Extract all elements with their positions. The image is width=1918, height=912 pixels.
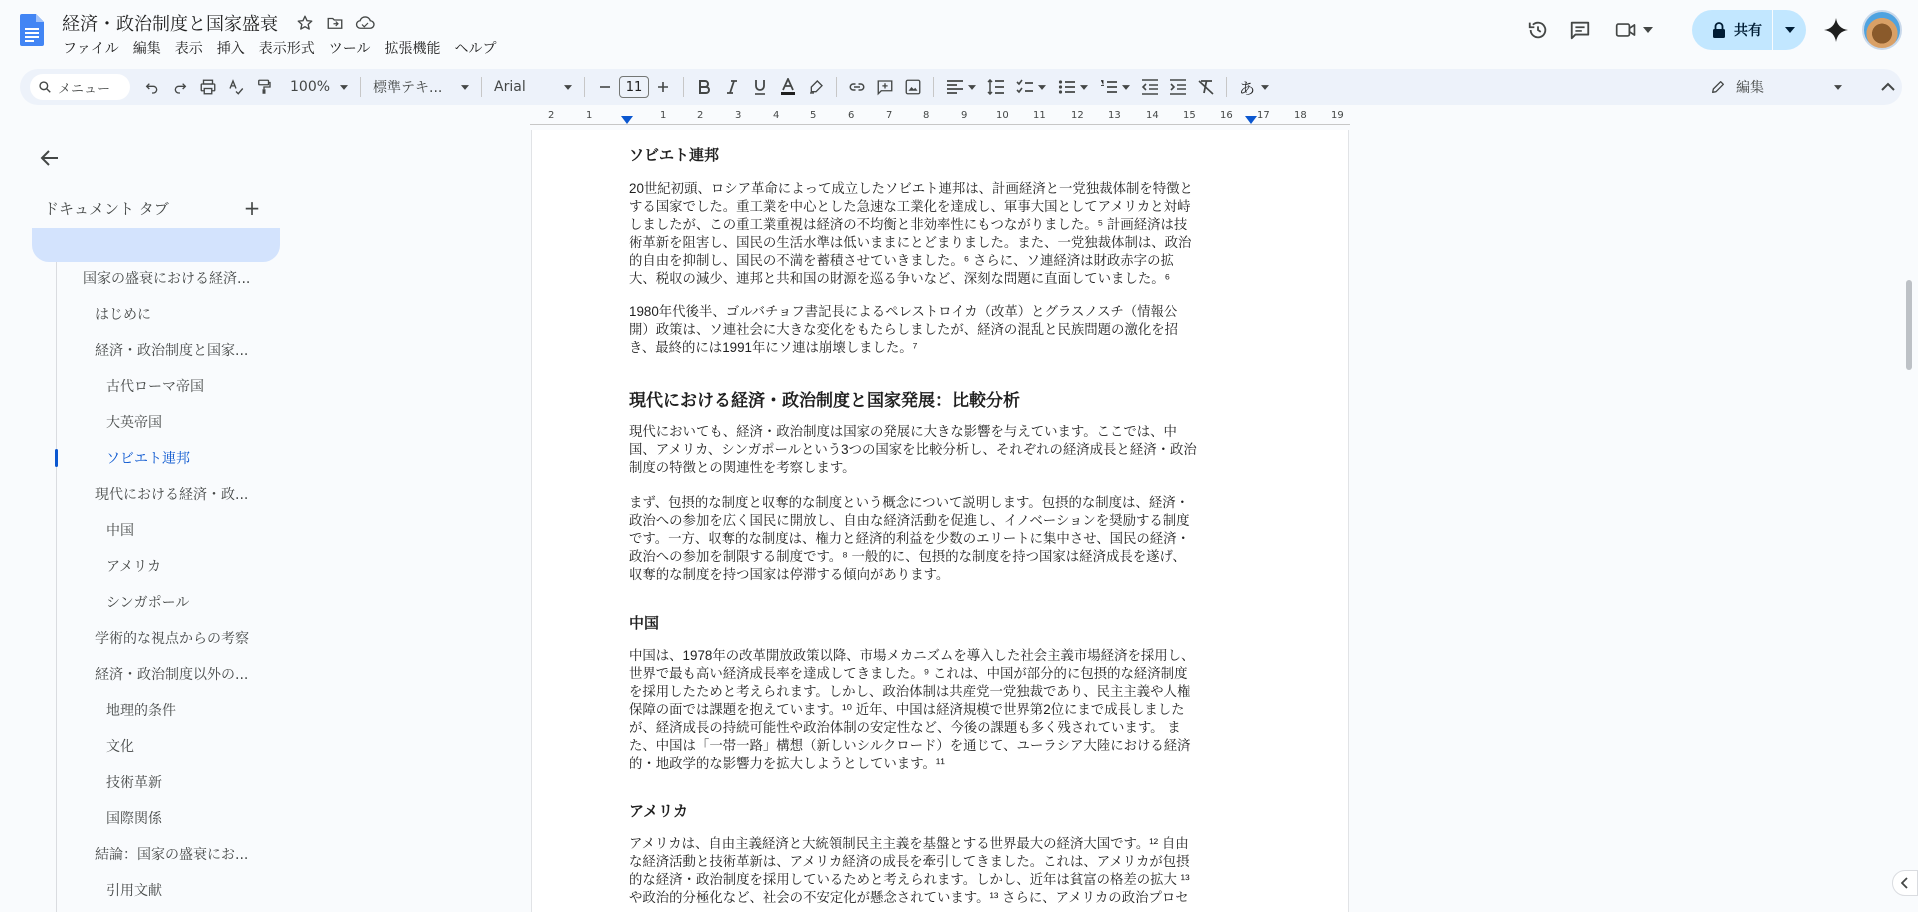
ruler-tick: 18 xyxy=(1294,110,1307,121)
text-line: です。一方、収奪的な制度は、権力と経済的利益を少数のエリートに集中させ、国民の経済・ xyxy=(629,531,1190,546)
toolbar-divider xyxy=(360,77,361,97)
outline-item[interactable]: 古代ローマ帝国 xyxy=(106,379,204,395)
menu-insert[interactable]: 挿入 xyxy=(216,41,245,57)
decrease-indent-icon[interactable] xyxy=(1136,73,1164,101)
paragraph-america[interactable] xyxy=(629,835,1249,907)
ruler-tick: 10 xyxy=(996,110,1009,121)
menu-edit[interactable]: 編集 xyxy=(132,41,161,57)
add-comment-icon[interactable] xyxy=(871,73,899,101)
decrease-font-size-icon[interactable] xyxy=(591,73,619,101)
outline-item[interactable]: 国際関係 xyxy=(106,811,162,827)
comments-icon[interactable] xyxy=(1560,10,1600,50)
heading-modern[interactable]: 現代における経済・政治制度と国家発展：比較分析 xyxy=(629,391,1020,410)
menu-bar xyxy=(56,36,503,60)
font-size-input[interactable]: 11 xyxy=(619,76,649,98)
document-outline xyxy=(56,262,276,912)
ruler-tick: 8 xyxy=(923,110,930,121)
bulleted-list-icon xyxy=(1058,79,1076,95)
chevron-down-icon xyxy=(1785,27,1795,33)
document-title[interactable]: 経済・政治制度と国家盛衰 xyxy=(62,14,278,35)
chevron-left-icon xyxy=(1901,877,1909,889)
heading-soviet[interactable]: ソビエト連邦 xyxy=(629,147,720,164)
paint-format-icon[interactable] xyxy=(250,73,278,101)
outline-item[interactable]: 地理的条件 xyxy=(106,703,176,719)
cloud-saved-icon[interactable] xyxy=(354,12,376,34)
text-line: 政治への参加を制限する制度です。⁸ 一般的に、包摂的な制度を持つ国家は経済成長を遂げ、 xyxy=(629,549,1186,564)
lock-icon xyxy=(1712,22,1726,38)
document-tabs-sidebar xyxy=(0,130,290,912)
undo-icon[interactable] xyxy=(138,73,166,101)
chevron-down-icon xyxy=(1834,85,1842,90)
ruler-tick: 11 xyxy=(1033,110,1046,121)
ruler-tick: 2 xyxy=(697,110,704,121)
ruler-tick: 17 xyxy=(1257,110,1270,121)
paragraph-modern-2[interactable] xyxy=(629,494,1249,584)
ruler-tick: 5 xyxy=(810,110,817,121)
meet-button[interactable] xyxy=(1604,10,1664,50)
menu-view[interactable]: 表示 xyxy=(174,41,203,57)
toolbar-divider xyxy=(584,77,585,97)
text-line: や政治的分極化など、社会の不安定化が懸念されています。¹³ さらに、アメリカの政治プロセ xyxy=(629,890,1189,905)
share-dropdown-button[interactable] xyxy=(1773,10,1806,50)
add-tab-icon[interactable]: + xyxy=(243,196,261,220)
text-line: 制度の特徴との関連性を考察します。 xyxy=(629,460,856,475)
outline-item[interactable]: 現代における経済・政... xyxy=(95,487,249,503)
input-tools-value: あ xyxy=(1239,78,1256,98)
ruler-tick: 15 xyxy=(1183,110,1196,121)
ruler-tick: 14 xyxy=(1146,110,1159,121)
text-line: な経済活動と技術革新は、アメリカ経済の成長を牽引してきました。これは、アメリカが包摂 xyxy=(629,854,1190,869)
ruler-tick: 3 xyxy=(735,110,742,121)
outline-item[interactable]: 文化 xyxy=(106,739,134,755)
text-line: しましたが、この重工業重視は経済の不均衡と非効率性にもつながりました。⁵ 計画経済は技 xyxy=(629,217,1188,232)
menu-search-placeholder: メニュー xyxy=(58,81,111,97)
title-icons xyxy=(294,12,376,34)
editing-mode-value: 編集 xyxy=(1736,80,1764,96)
outline-item[interactable]: 結論：国家の盛衰にお... xyxy=(95,847,249,863)
text-line: を採用したためと考えられます。しかし、政治体制は共産党一党独裁であり、民主主義や人権 xyxy=(629,684,1191,699)
heading-china[interactable]: 中国 xyxy=(629,615,660,632)
text-line: 中国は、1978年の改革開放政策以降、市場メカニズムを導入した社会主義市場経済を採用し、 xyxy=(629,648,1195,663)
text-line: 収奪的な制度を持つ国家は停滞する傾向があります。 xyxy=(629,567,950,582)
zoom-value: 100% xyxy=(290,79,331,95)
zoom-select[interactable] xyxy=(284,73,354,101)
ruler-tick: 6 xyxy=(848,110,855,121)
ruler-tick: 1 xyxy=(586,110,593,121)
text-line: 世界で最も高い経済成長率を達成してきました。⁹ これは、中国が部分的に包摂的な経済制度 xyxy=(629,666,1188,681)
paragraph-soviet-2[interactable] xyxy=(629,303,1249,357)
header-actions xyxy=(1518,10,1664,50)
text-line: 現代においても、経済・政治制度は国家の発展に大きな影響を与えています。ここでは、中 xyxy=(629,424,1177,439)
ruler-tick: 19 xyxy=(1331,110,1344,121)
toolbar-divider xyxy=(481,77,482,97)
menu-tools[interactable]: ツール xyxy=(328,41,371,57)
editing-mode-select[interactable] xyxy=(1710,69,1842,105)
left-indent-marker[interactable] xyxy=(621,116,633,124)
share-button[interactable] xyxy=(1692,10,1772,50)
text-line: 20世紀初頭、ロシア革命によって成立したソビエト連邦は、計画経済と一党独裁体制を特徴と xyxy=(629,181,1193,196)
text-line: た、中国は「一帯一路」構想（新しいシルクロード）を通じて、ユーラシア大陸における経済 xyxy=(629,738,1191,753)
text-line: する国家でした。重工業を中心とした急速な工業化を達成し、軍事大国としてアメリカと対峙 xyxy=(629,199,1191,214)
document-page[interactable] xyxy=(531,130,1349,912)
align-left-icon xyxy=(946,79,964,95)
toolbar-divider xyxy=(1226,77,1227,97)
text-color-icon[interactable] xyxy=(774,73,802,101)
ruler-tick: 9 xyxy=(961,110,968,121)
outline-item[interactable]: 学術的な視点からの考察 xyxy=(95,631,249,647)
text-line: 開）政策は、ソ連社会に大きな変化をもたらしましたが、経済の混乱と民族問題の激化を招 xyxy=(629,322,1179,337)
underline-icon[interactable] xyxy=(746,73,774,101)
outline-item[interactable]: 国家の盛衰における経済... xyxy=(83,271,251,287)
outline-item[interactable]: 経済・政治制度以外の... xyxy=(95,667,249,683)
chevron-down-icon xyxy=(968,85,976,90)
paragraph-modern-1[interactable] xyxy=(629,423,1249,477)
chevron-down-icon xyxy=(1080,85,1088,90)
insert-image-icon[interactable] xyxy=(899,73,927,101)
text-line: アメリカは、自由主義経済と大統領制民主主義を基盤とする世界最大の経済大国です。¹² 自由 xyxy=(629,836,1189,851)
increase-indent-icon[interactable] xyxy=(1164,73,1192,101)
bold-icon[interactable] xyxy=(690,73,718,101)
ruler-tick: 13 xyxy=(1108,110,1121,121)
paragraph-china[interactable] xyxy=(629,647,1249,773)
menu-format[interactable]: 表示形式 xyxy=(258,41,315,57)
header xyxy=(0,0,1918,64)
outline-item[interactable]: 経済・政治制度と国家... xyxy=(95,343,249,359)
insert-link-icon[interactable] xyxy=(843,73,871,101)
heading-america[interactable]: アメリカ xyxy=(629,803,688,820)
text-line: 政治への参加を広く国民に開放し、自由な経済活動を促進し、イノベーションを奨励する制度 xyxy=(629,513,1190,528)
menu-help[interactable]: ヘルプ xyxy=(454,41,497,57)
menu-search[interactable] xyxy=(30,74,130,100)
chevron-down-icon xyxy=(1261,85,1269,90)
font-family-select[interactable] xyxy=(488,73,578,101)
chevron-down-icon xyxy=(1643,27,1653,33)
menu-file[interactable]: ファイル xyxy=(63,41,119,57)
ruler-tick: 1 xyxy=(660,110,667,121)
text-line: 1980年代後半、ゴルバチョフ書記長によるペレストロイカ（改革）とグラスノスチ（情報公 xyxy=(629,304,1178,319)
docs-logo-icon[interactable] xyxy=(20,14,44,46)
ruler-tick: 7 xyxy=(886,110,893,121)
menu-extensions[interactable]: 拡張機能 xyxy=(384,41,441,57)
chevron-down-icon xyxy=(461,85,469,90)
text-line: 保障の面では課題を抱えています。¹⁰ 近年、中国は経済規模で世界第2位にまで成長しました xyxy=(629,702,1185,717)
numbered-list-select[interactable] xyxy=(1094,73,1136,101)
align-select[interactable] xyxy=(940,73,982,101)
clear-formatting-icon[interactable] xyxy=(1192,73,1220,101)
print-icon[interactable] xyxy=(194,73,222,101)
bulleted-list-select[interactable] xyxy=(1052,73,1094,101)
text-line: が、経済成長の持続可能性や政治体制の安定性など、今後の課題も多く残されています。 ま xyxy=(629,720,1181,735)
text-line: 国、アメリカ、シンガポールという3つの国家を比較分析し、それぞれの経済成長と経済・政治 xyxy=(629,442,1197,457)
redo-icon[interactable] xyxy=(166,73,194,101)
chevron-down-icon xyxy=(564,85,572,90)
version-history-icon[interactable] xyxy=(1518,10,1558,50)
collapse-toolbar-icon[interactable] xyxy=(1874,73,1902,101)
paragraph-soviet-1[interactable] xyxy=(629,180,1249,288)
ruler-tick: 2 xyxy=(548,110,555,121)
right-indent-marker[interactable] xyxy=(1245,116,1257,124)
text-line: 的自由を抑制し、国民の不満を蓄積させていきました。⁶ さらに、ソ連経済は財政赤字の拡 xyxy=(629,253,1174,268)
horizontal-ruler[interactable] xyxy=(530,110,1350,128)
checklist-select[interactable] xyxy=(1010,73,1052,101)
text-line: まず、包摂的な制度と収奪的な制度という概念について説明します。包摂的な制度は、経済・ xyxy=(629,495,1189,510)
outline-item[interactable]: 引用文献 xyxy=(106,883,162,899)
document-tabs-heading: ドキュメント タブ xyxy=(44,200,169,218)
formatting-toolbar xyxy=(20,69,1902,105)
paragraph-style-select[interactable] xyxy=(367,73,475,101)
back-arrow-icon[interactable] xyxy=(38,146,62,170)
checklist-icon xyxy=(1016,79,1034,95)
italic-icon[interactable] xyxy=(718,73,746,101)
line-spacing-icon[interactable] xyxy=(982,73,1010,101)
ruler-tick: 12 xyxy=(1071,110,1084,121)
outline-item[interactable]: はじめに xyxy=(95,307,151,323)
star-icon[interactable] xyxy=(294,12,316,34)
toolbar-divider xyxy=(836,77,837,97)
outline-item[interactable]: アメリカ xyxy=(106,559,162,575)
text-line: 術革新を阻害し、国民の生活水準は低いままにとどまりました。また、一党独裁体制は、政治 xyxy=(629,235,1192,250)
highlight-color-icon[interactable] xyxy=(802,73,830,101)
pencil-icon xyxy=(1710,79,1726,95)
outline-item-active[interactable]: ソビエト連邦 xyxy=(106,451,190,467)
current-tab-chip[interactable] xyxy=(32,228,280,262)
chevron-down-icon xyxy=(1038,85,1046,90)
text-line: き、最終的には1991年にソ連は崩壊しました。⁷ xyxy=(629,340,918,355)
search-icon xyxy=(38,80,52,94)
outline-item[interactable]: 大英帝国 xyxy=(106,415,162,431)
numbered-list-icon xyxy=(1100,79,1118,95)
outline-item[interactable]: シンガポール xyxy=(106,595,190,611)
chevron-down-icon xyxy=(340,85,348,90)
ruler-tick: 16 xyxy=(1220,110,1233,121)
text-line: 的・地政学的な影響力を拡大しようとしています。¹¹ xyxy=(629,756,945,771)
spellcheck-icon[interactable] xyxy=(222,73,250,101)
paragraph-style-value: 標準テキ... xyxy=(373,80,443,96)
share-label: 共有 xyxy=(1734,23,1762,39)
toolbar-divider xyxy=(933,77,934,97)
toolbar-divider xyxy=(683,77,684,97)
chevron-down-icon xyxy=(1122,85,1130,90)
user-avatar[interactable] xyxy=(1862,10,1902,50)
font-family-value: Arial xyxy=(494,79,526,95)
outline-item[interactable]: 中国 xyxy=(106,523,134,539)
move-folder-icon[interactable] xyxy=(324,12,346,34)
ruler-line xyxy=(530,124,1350,125)
input-tools-select[interactable] xyxy=(1233,73,1275,101)
video-camera-icon xyxy=(1615,21,1637,39)
outline-item[interactable]: 技術革新 xyxy=(106,775,162,791)
gemini-sparkle-icon[interactable] xyxy=(1820,14,1852,46)
text-line: 的な経済・政治制度を採用しているためと考えられます。しかし、近年は貧富の格差の拡大 ¹³ xyxy=(629,872,1190,887)
text-line: 大、税収の減少、連邦と共和国の財源を巡る争いなど、深刻な問題に直面していました。⁶ xyxy=(629,271,1171,286)
ruler-tick: 4 xyxy=(773,110,780,121)
share-button-group xyxy=(1692,10,1806,50)
side-panel-expand-button[interactable] xyxy=(1892,870,1918,896)
vertical-scrollbar-thumb[interactable] xyxy=(1906,280,1912,370)
increase-font-size-icon[interactable] xyxy=(649,73,677,101)
